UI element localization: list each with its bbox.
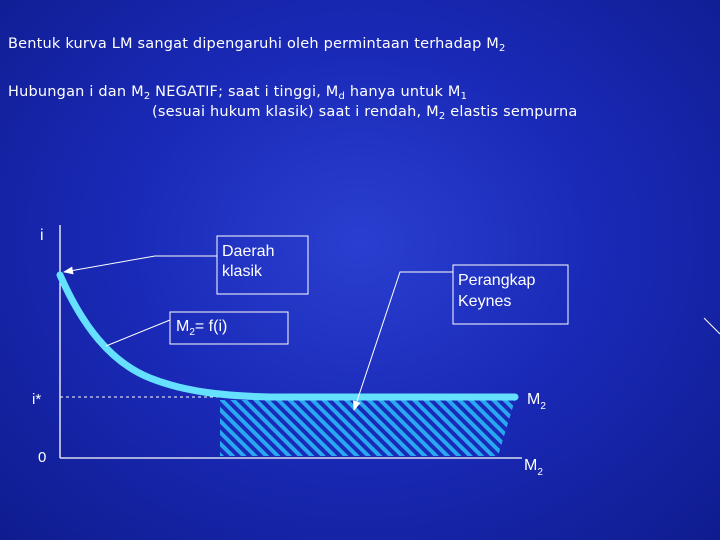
origin-label: 0 — [38, 449, 47, 466]
pointer-keynes-arrow — [354, 272, 453, 410]
heading-line-3: (sesuai hukum klasik) saat i rendah, $M_2$ elastis sempurna — [152, 104, 578, 122]
box-perangkap-keynes-line2: Keynes — [458, 293, 512, 310]
hatched-area — [220, 400, 515, 456]
box-daerah-klasik-line1: Daerah — [222, 243, 275, 260]
i-star-label: i* — [32, 391, 42, 408]
heading-line-2: Hubungan i dan $M_2$ NEGATIF; saat i tinggi, $M_d$ hanya untuk $M_1$ — [8, 84, 468, 102]
box-m2-function-label: $M_2= f(i)$ — [176, 318, 228, 338]
pointer-klasik-arrow — [64, 256, 217, 272]
decorative-line — [704, 318, 720, 334]
m2-curve-label: $M_2$ — [527, 391, 546, 412]
box-daerah-klasik-line2: klasik — [222, 263, 263, 280]
pointer-function — [106, 320, 170, 346]
y-axis-label: i — [40, 227, 44, 244]
box-perangkap-keynes-line1: Perangkap — [458, 272, 536, 289]
heading-line-1: Bentuk kurva LM sangat dipengaruhi oleh permintaan terhadap $M_2$ — [8, 36, 506, 54]
m2-axis-label: $M_2$ — [524, 457, 543, 478]
